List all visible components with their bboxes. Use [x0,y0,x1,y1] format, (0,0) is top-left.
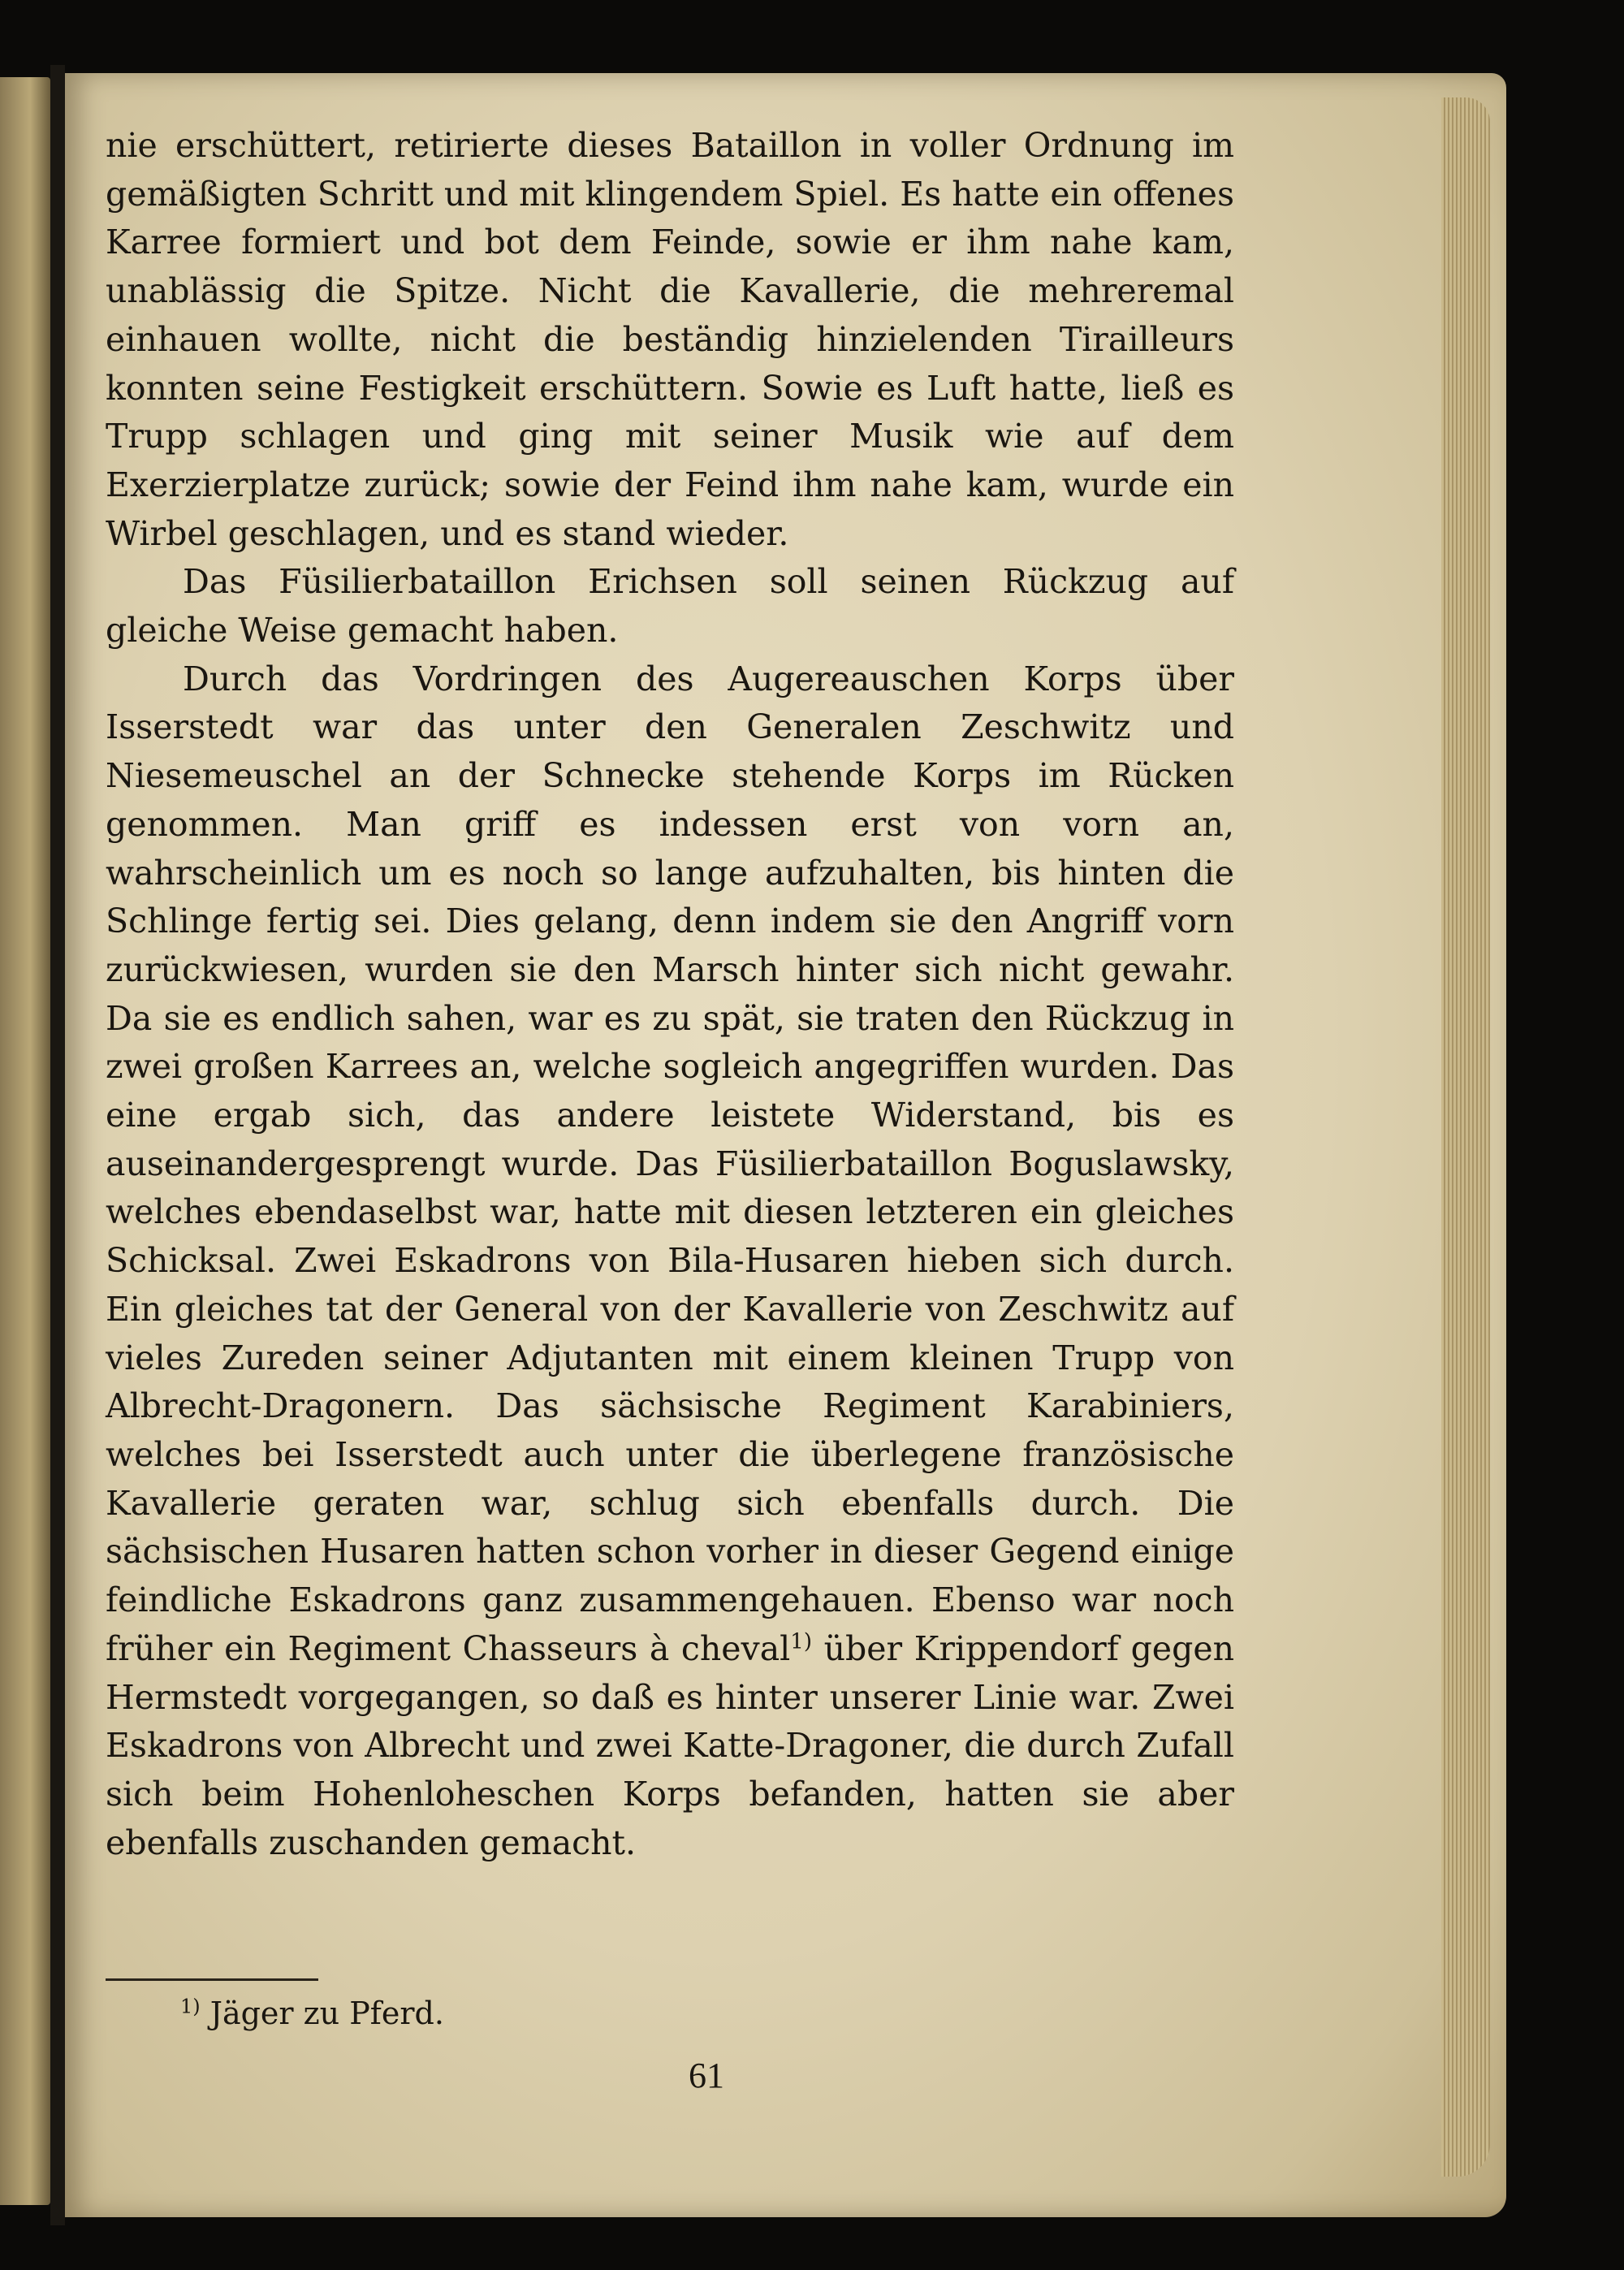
paragraph-3-text-a: Durch das Vordringen des Augereauschen Korps über Isserstedt war das unter den Generalen Zeschwitz und Niesemeuschel an der Schnecke stehende Korps im Rücken genommen. Man griff es indessen erst von vorn an, wahrscheinlich um es noch so lange aufzuhalten, bis hinten die Schlinge fertig sei. Dies gelang, denn indem sie den Angriff vorn zurückwiesen, wurden sie den Marsch hinter sich nicht gewahr. Da sie es endlich sahen, war es zu spät, sie traten den Rückzug in zwei großen Karrees an, welche sogleich angegriffen wurden. Das eine ergab sich, das andere leistete Widerstand, bis es auseinandergesprengt wurde. Das Füsilierbataillon Boguslawsky, welches ebendaselbst war, hatte mit diesen letzteren ein gleiches Schicksal. Zwei Eskadrons von Bila-Husaren hieben sich durch. Ein gleiches tat der General von der Kavallerie von Zeschwitz auf vieles Zureden seiner Adjutanten mit einem kleinen Trupp von Albrecht-Dragonern. Das sächsische Regiment Karabiniers, welches bei Isserstedt auch unter die überlegene französische Kavallerie geraten war, schlug sich ebenfalls durch. Die sächsischen Husaren hatten schon vorher in dieser Gegend einige feindliche Eskadrons ganz zusammengehauen. Ebenso war noch früher ein Regiment Chasseurs à cheval [106,659,1234,1668]
footnote-mark: 1) [180,1995,201,2018]
book-gutter [50,65,65,2225]
paragraph-3 [106,655,1234,1868]
footnote [180,1994,444,2033]
page-stack-edge [1441,97,1490,2177]
footnote-text: Jäger zu Pferd. [200,1995,444,2031]
left-page-edge [0,77,50,2205]
footnote-divider [106,1978,318,1981]
paragraph-2: Das Füsilierbataillon Erichsen soll seinen Rückzug auf gleiche Weise gemacht haben. [106,562,1234,651]
footnote-reference: 1) [790,1629,812,1654]
paragraph-3-text-b: über Krippendorf gegen Hermstedt vorgegangen, so daß es hinter unserer Linie war. Zwei Eskadrons von Albrecht und zwei Katte-Dragoner, die durch Zufall sich beim Hohenloheschen Korps befanden, hatten sie aber ebenfalls zuschanden gemacht. [106,1628,1234,1862]
page-number: 61 [689,2056,724,2095]
paragraph-1: nie erschüttert, retirierte dieses Bataillon in voller Ordnung im gemäßigten Schritt und mit klingendem Spiel. Es hatte ein offenes Karree formiert und bot dem Feinde, sowie er ihm nahe kam, unablässig die Spitze. Nicht die Kavallerie, die mehreremal einhauen wollte, nicht die beständig hinzielenden Tirailleurs konnten seine Festigkeit erschüttern. Sowie es Luft hatte, ließ es Trupp schlagen und ging mit seiner Musik wie auf dem Exerzierplatze zurück; sowie der Feind ihm nahe kam, wurde ein Wirbel geschlagen, und es stand wieder. [106,126,1234,553]
body-text [106,122,1234,1867]
